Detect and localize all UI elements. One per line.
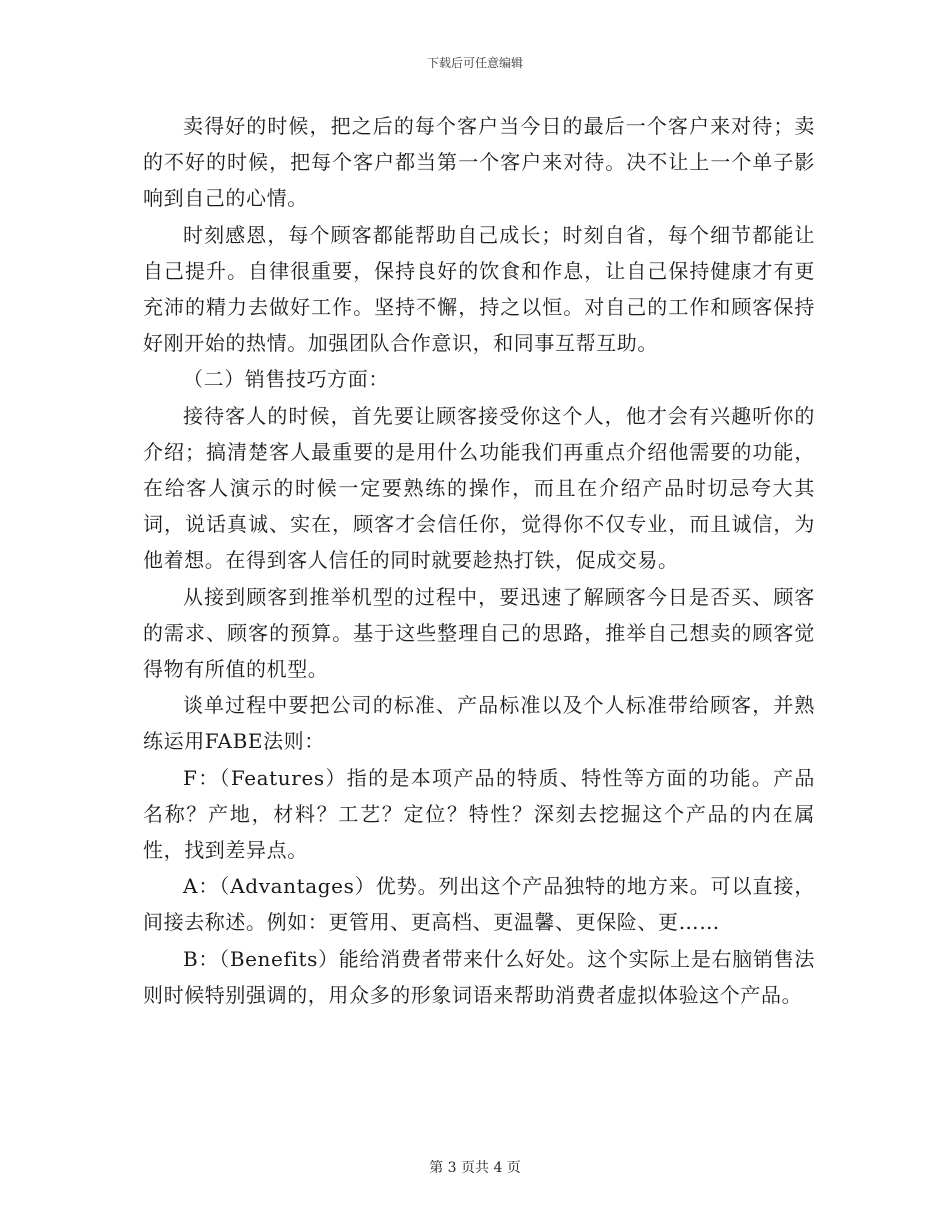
paragraph-gratitude-discipline: 时刻感恩，每个顾客都能帮助自己成长；时刻自省，每个细节都能让自己提升。自律很重要，保持良好的饮食和作息，让自己保持健康才有更充沛的精力去做好工作。坚持不懈，持之以恒。对自己的工作和顾客保持好刚开始的热情。加强团队合作意识，和同事互帮互助。 <box>143 222 815 356</box>
paragraph-selling-attitude: 卖得好的时候，把之后的每个客户当今日的最后一个客户来对待；卖的不好的时候，把每个客户都当第一个客户来对待。决不让上一个单子影响到自己的心情。 <box>143 114 815 211</box>
page-header: 下载后可任意编辑 <box>426 56 523 70</box>
paragraph-fabe-benefits: B：（Benefits）能给消费者带来什么好处。这个实际上是右脑销售法则时候特别强调的，用众多的形象词语来帮助消费者虚拟体验这个产品。 <box>143 946 815 1007</box>
paragraph-receiving-customers: 接待客人的时候，首先要让顾客接受你这个人，他才会有兴趣听你的介绍；搞清楚客人最重要的是用什么功能我们再重点介绍他需要的功能，在给客人演示的时候一定要熟练的操作，而且在介绍产品时切忌夸大其词，说话真诚、实在，顾客才会信任你，觉得你不仅专业，而且诚信，为他着想。在得到客人信任的同时就要趁热打铁，促成交易。 <box>143 403 815 573</box>
section-heading-sales-skills: （二）销售技巧方面： <box>183 367 389 392</box>
paragraph-recommend-model: 从接到顾客到推举机型的过程中，要迅速了解顾客今日是否买、顾客的需求、顾客的预算。基于这些整理自己的思路，推举自己想卖的顾客觉得物有所值的机型。 <box>143 584 815 682</box>
paragraph-fabe-features: F：（Features）指的是本项产品的特质、特性等方面的功能。产品名称？产地，材料？工艺？定位？特性？深刻去挖掘这个产品的内在属性，找到差异点。 <box>143 765 815 863</box>
page-footer: 第 3 页共 4 页 <box>429 1160 521 1176</box>
paragraph-fabe-advantages: A：（Advantages）优势。列出这个产品独特的地方来。可以直接，间接去称述。例如：更管用、更高档、更温馨、更保险、更…… <box>143 874 815 935</box>
paragraph-fabe-intro: 谈单过程中要把公司的标准、产品标准以及个人标准带给顾客，并熟练运用FABE法则： <box>143 693 815 754</box>
document-body <box>143 108 815 1013</box>
